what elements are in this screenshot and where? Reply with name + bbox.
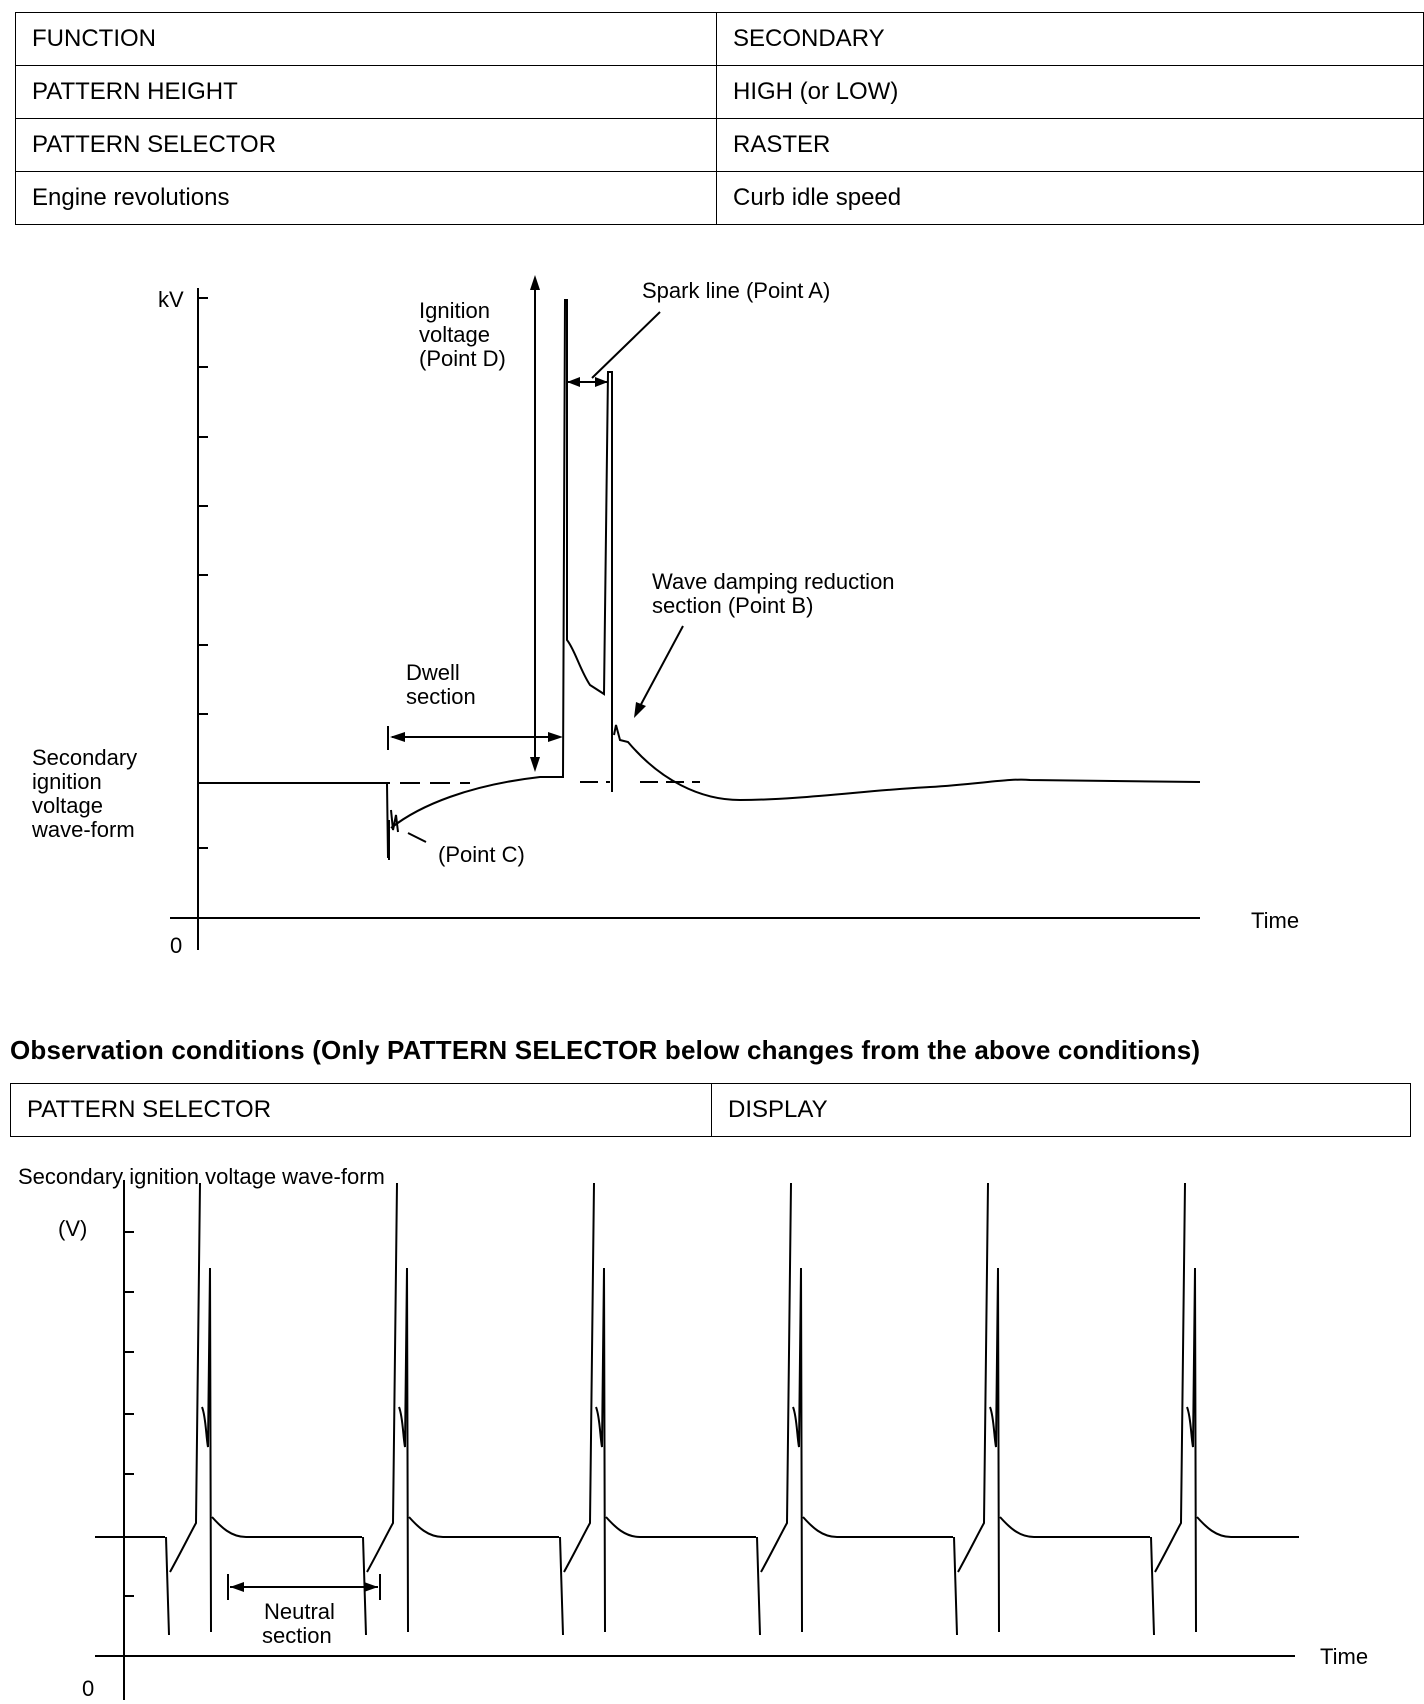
ignition-voltage-label-line2: voltage [419, 322, 490, 347]
x-axis-label: Time [1251, 908, 1300, 933]
origin-label: 0 [170, 933, 183, 958]
dwell-label-line1: Dwell [406, 660, 460, 685]
table-cell-label: PATTERN HEIGHT [16, 66, 717, 119]
waveform-label-line4: wave-form [32, 817, 135, 842]
table-cell-value: Curb idle speed [717, 172, 1424, 225]
dwell-label-line2: section [406, 684, 476, 709]
diagram2-title: Secondary ignition voltage wave-form [18, 1164, 385, 1189]
point-c-label: (Point C) [438, 842, 525, 867]
table-cell-label: PATTERN SELECTOR [16, 119, 717, 172]
table-cell-label: Engine revolutions [16, 172, 717, 225]
table-cell-label: FUNCTION [16, 13, 717, 66]
origin-label: 0 [82, 1676, 95, 1701]
ignition-voltage-label-line3: (Point D) [419, 346, 506, 371]
table-cell-value: DISPLAY [712, 1084, 1411, 1137]
table-cell-value: SECONDARY [717, 13, 1424, 66]
waveform-label-line2: ignition [32, 769, 102, 794]
waveform-label-line3: voltage [32, 793, 103, 818]
table-cell-value: RASTER [717, 119, 1424, 172]
y-axis-label: kV [158, 287, 184, 312]
ignition-voltage-label-line1: Ignition [419, 298, 490, 323]
wave-damping-label-line1: Wave damping reduction [652, 569, 895, 594]
y-axis-label: (V) [58, 1216, 88, 1241]
observation-heading: Observation conditions (Only PATTERN SELECTOR below changes from the above conditions) [10, 1035, 1201, 1065]
spark-line-label: Spark line (Point A) [642, 278, 831, 303]
waveform-label-line1: Secondary [32, 745, 138, 770]
table-cell-label: PATTERN SELECTOR [11, 1084, 712, 1137]
wave-damping-label-line2: section (Point B) [652, 593, 814, 618]
x-axis-label: Time [1320, 1644, 1369, 1669]
neutral-label-line1: Neutral [264, 1599, 335, 1624]
table-cell-value: HIGH (or LOW) [717, 66, 1424, 119]
neutral-label-line2: section [262, 1623, 332, 1648]
